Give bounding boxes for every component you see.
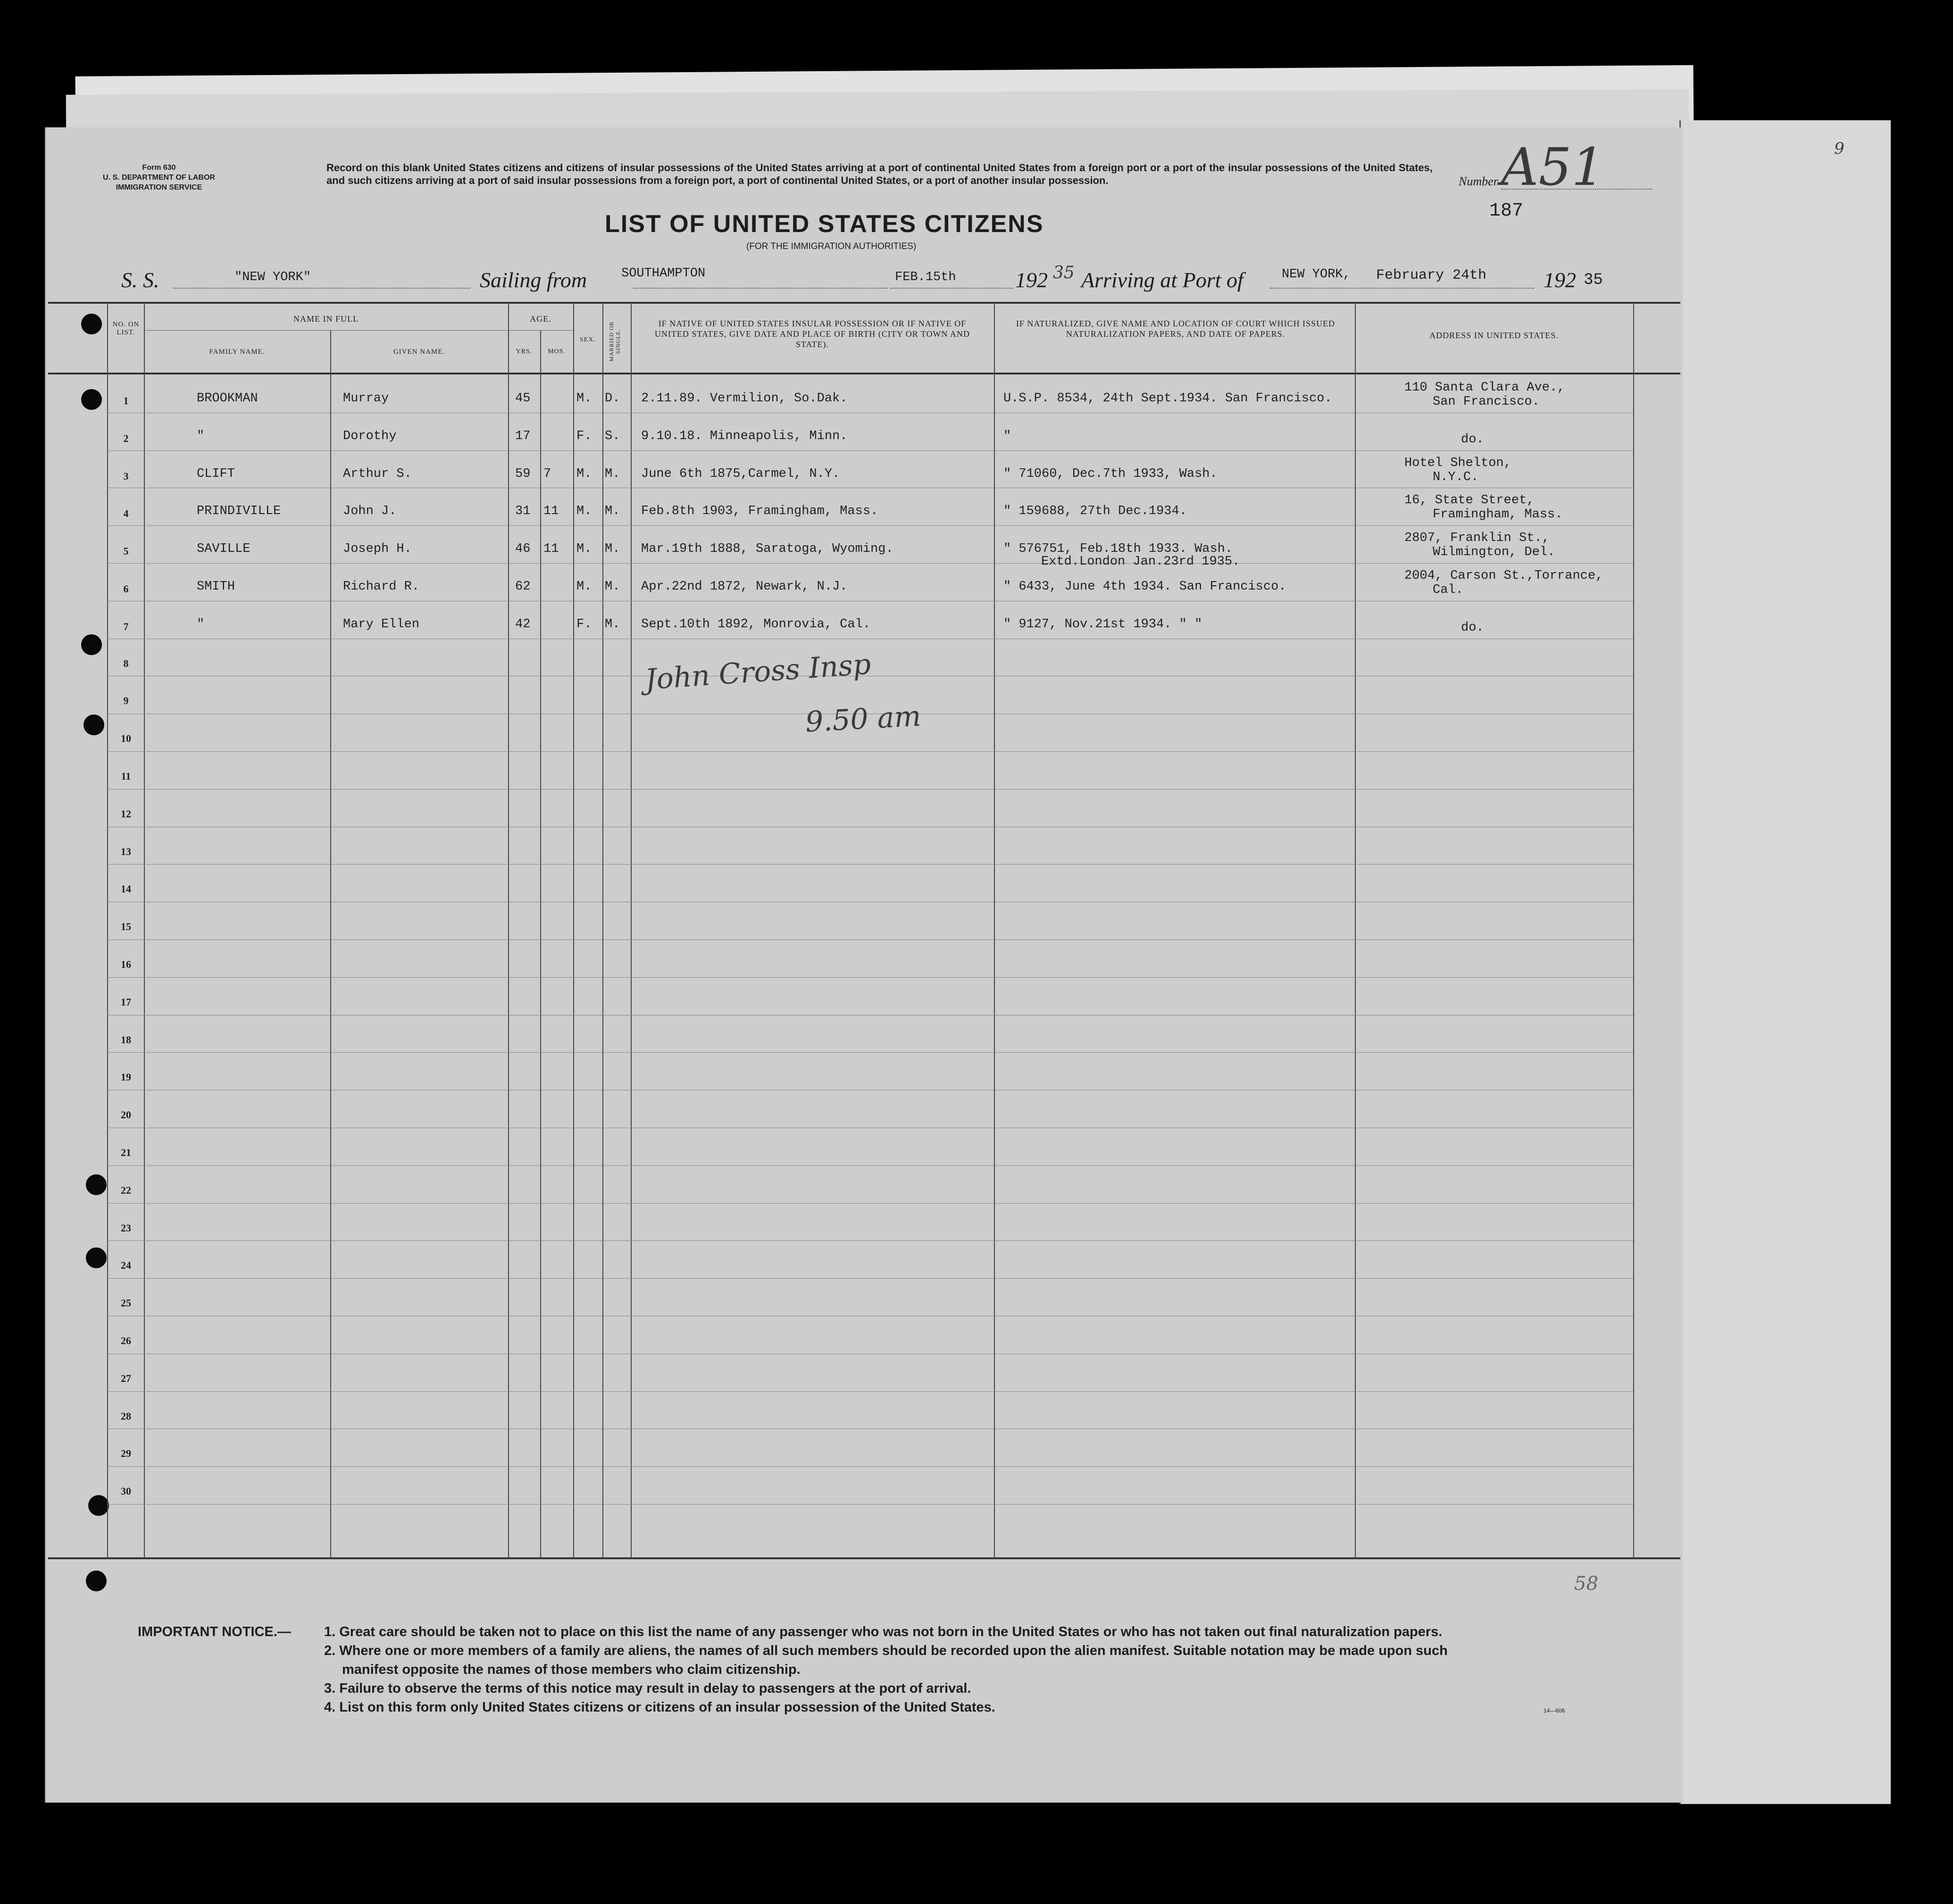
- naturalization: " 6433, June 4th 1934. San Francisco.: [1003, 580, 1286, 594]
- given-name: Richard R.: [343, 580, 420, 594]
- row-number: 24: [121, 1259, 131, 1272]
- sail-date: FEB.15th: [895, 270, 956, 284]
- row-number: 29: [121, 1447, 131, 1460]
- punch-hole: [88, 1495, 109, 1516]
- row-number: 30: [121, 1485, 131, 1497]
- family-name: SAVILLE: [197, 542, 250, 557]
- address-line-2: San Francisco.: [1433, 395, 1540, 409]
- header-naturalized: IF NATURALIZED, GIVE NAME AND LOCATION OF COURT WHICH ISSUED NATURALIZATION PAPERS, AND DATE OF PAPERS.: [1016, 319, 1335, 339]
- row-divider: [107, 1052, 1633, 1053]
- row-number: 15: [121, 921, 131, 933]
- address-line-2: N.Y.C.: [1433, 470, 1479, 484]
- header-sex: SEX.: [580, 336, 596, 343]
- address-line-1: 2807, Franklin St.,: [1404, 531, 1550, 546]
- corner-mark: 9: [1834, 139, 1844, 158]
- header-age: AGE.: [530, 314, 551, 324]
- notice-heading: IMPORTANT NOTICE.—: [138, 1624, 291, 1639]
- family-name: CLIFT: [197, 466, 235, 481]
- row-divider: [107, 1504, 1633, 1505]
- birth-place: Mar.19th 1888, Saratoga, Wyoming.: [641, 542, 893, 557]
- number-value: A51: [1501, 137, 1605, 197]
- row-number: 18: [121, 1033, 131, 1046]
- header-given-name: GIVEN NAME.: [393, 348, 445, 356]
- given-name: John J.: [343, 504, 397, 519]
- given-name: Joseph H.: [343, 542, 412, 557]
- header-address: ADDRESS IN UNITED STATES.: [1429, 331, 1559, 340]
- row-number: 9: [123, 695, 129, 707]
- row-divider: [107, 751, 1633, 752]
- sailing-label: Sailing from: [480, 268, 587, 292]
- arrival-year: 35: [1584, 271, 1603, 289]
- marital-status: M.: [605, 617, 620, 632]
- col-line: [1633, 302, 1634, 1559]
- age-months: 11: [543, 542, 559, 557]
- naturalization: " 159688, 27th Dec.1934.: [1003, 504, 1187, 519]
- punch-hole: [86, 1571, 107, 1591]
- manifest-sheet: [45, 127, 1683, 1803]
- sex: F.: [576, 429, 592, 443]
- table-top-border: [48, 302, 1680, 304]
- name-subheader-line: [144, 330, 508, 331]
- inspector-time: 9.50 am: [804, 699, 922, 739]
- marital-status: D.: [605, 391, 620, 406]
- naturalization: " 576751, Feb.18th 1933. Wash.: [1003, 542, 1233, 557]
- age-years: 46: [515, 542, 531, 557]
- birth-place: Sept.10th 1892, Monrovia, Cal.: [641, 617, 871, 632]
- arriving-label: Arriving at Port of: [1081, 268, 1244, 292]
- ship-name: "NEW YORK": [234, 270, 311, 284]
- punch-hole: [86, 1247, 107, 1268]
- marital-status: M.: [605, 504, 620, 519]
- address-line-2: do.: [1461, 620, 1484, 635]
- address-line-1: 2004, Carson St.,Torrance,: [1404, 569, 1603, 583]
- birth-place: 2.11.89. Vermilion, So.Dak.: [641, 391, 848, 406]
- family-name: SMITH: [197, 580, 235, 594]
- age-subheader-line: [508, 330, 573, 331]
- address-line-2: do.: [1461, 432, 1484, 447]
- form-number: Form 630: [142, 164, 176, 172]
- print-code: 14—606: [1544, 1707, 1565, 1714]
- col-line: [144, 302, 145, 1559]
- given-name: Arthur S.: [343, 466, 412, 481]
- row-number: 20: [121, 1109, 131, 1121]
- row-number: 10: [121, 732, 131, 745]
- row-number: 26: [121, 1335, 131, 1347]
- naturalization: ": [1003, 429, 1011, 443]
- address-line-2: Wilmington, Del.: [1433, 545, 1555, 560]
- col-line: [994, 302, 995, 1559]
- address-line-1: Hotel Shelton,: [1404, 456, 1511, 470]
- address-line-2: Framingham, Mass.: [1433, 507, 1563, 522]
- birth-place: 9.10.18. Minneapolis, Minn.: [641, 429, 848, 443]
- header-mos: MOS.: [548, 348, 566, 355]
- notice-item-2: 2. Where one or more members of a family are aliens, the names of all such members should be recorded upon the alien manifest. Suitable notation may be made upon such: [324, 1643, 1448, 1658]
- sex: F.: [576, 617, 592, 632]
- sex: M.: [576, 542, 592, 557]
- punch-hole: [81, 634, 102, 655]
- header-bottom-border: [48, 373, 1680, 374]
- row-number: 6: [123, 583, 129, 595]
- header-native: IF NATIVE OF UNITED STATES INSULAR POSSESSION OR IF NATIVE OF UNITED STATES, GIVE DATE AND PLACE OF BIRTH (CITY OR TOWN AND STATE).: [654, 319, 970, 349]
- row-divider: [107, 1240, 1633, 1241]
- row-divider: [107, 1391, 1633, 1392]
- punch-hole: [81, 314, 102, 334]
- marital-status: M.: [605, 466, 620, 481]
- punch-hole: [86, 1174, 107, 1195]
- page-title: LIST OF UNITED STATES CITIZENS: [605, 210, 1044, 238]
- naturalization: " 71060, Dec.7th 1933, Wash.: [1003, 466, 1218, 481]
- ship-line: [173, 288, 470, 289]
- birth-place: June 6th 1875,Carmel, N.Y.: [641, 466, 840, 481]
- underlying-sheet: [1679, 120, 1891, 1804]
- given-name: Murray: [343, 391, 389, 406]
- age-years: 17: [515, 429, 531, 443]
- row-divider: [107, 977, 1633, 978]
- punch-hole: [83, 715, 104, 735]
- age-months: 7: [543, 466, 551, 481]
- age-months: 11: [543, 504, 559, 519]
- header-yrs: YRS.: [516, 348, 533, 355]
- row-divider: [107, 1203, 1633, 1204]
- row-number: 7: [123, 620, 129, 632]
- given-name: Mary Ellen: [343, 617, 420, 632]
- row-number: 8: [123, 657, 129, 669]
- form-id: [98, 163, 220, 192]
- page-mark: 58: [1574, 1573, 1598, 1595]
- form-instructions: Record on this blank United States citizens and citizens of insular possessions of the United States arriving at a port of continental United States from a foreign port or a port of the insular possessions of the United States, and such citizens arriving at a port of said insular possessions from a foreign port, a port of continental United States, or a port of another insular possession.: [326, 162, 1433, 186]
- row-divider: [107, 1466, 1633, 1467]
- col-line: [573, 302, 574, 1559]
- col-line: [107, 302, 108, 1559]
- row-number: 23: [121, 1222, 131, 1234]
- header-married: MARRIED OR SINGLE.: [608, 321, 621, 362]
- address-line-2: Cal.: [1433, 583, 1463, 597]
- row-divider: [107, 525, 1633, 526]
- row-number: 27: [121, 1372, 131, 1384]
- naturalization: " 9127, Nov.21st 1934. " ": [1003, 617, 1202, 632]
- page-subtitle: (FOR THE IMMIGRATION AUTHORITIES): [746, 241, 917, 251]
- row-number: 17: [121, 996, 131, 1008]
- col-line: [602, 302, 603, 1559]
- family-name: BROOKMAN: [197, 391, 258, 406]
- sail-year: 35: [1053, 263, 1075, 283]
- family-name: PRINDIVILLE: [197, 504, 281, 519]
- punch-hole: [81, 389, 102, 410]
- col-line: [508, 302, 509, 1559]
- marital-status: M.: [605, 542, 620, 557]
- notice-item-3: 3. Failure to observe the terms of this notice may result in delay to passengers at the port of arrival.: [324, 1681, 971, 1696]
- row-number: 21: [121, 1147, 131, 1158]
- naturalization: U.S.P. 8534, 24th Sept.1934. San Francisco.: [1003, 391, 1332, 406]
- row-number: 16: [121, 958, 131, 970]
- number-line: [1501, 189, 1652, 190]
- arrival-year-prefix: 192: [1544, 268, 1576, 292]
- sex: M.: [576, 391, 592, 406]
- row-number: 1: [123, 395, 129, 407]
- number-label: Number: [1459, 175, 1498, 188]
- header-no-on-list: NO. ON LIST.: [112, 321, 140, 336]
- sail-year-prefix: 192: [1015, 268, 1048, 292]
- col-line: [540, 330, 541, 1559]
- service: IMMIGRATION SERVICE: [116, 183, 202, 191]
- sail-date-line: [890, 288, 1013, 289]
- address-line-1: 16, State Street,: [1404, 493, 1535, 508]
- col-line: [631, 302, 632, 1559]
- age-years: 59: [515, 466, 531, 481]
- given-name: Dorothy: [343, 429, 397, 443]
- row-number: 11: [121, 770, 131, 782]
- notice-item-2-cont: manifest opposite the names of those members who claim citizenship.: [342, 1662, 801, 1677]
- row-number: 4: [123, 507, 129, 520]
- department: U. S. DEPARTMENT OF LABOR: [103, 174, 215, 182]
- row-divider: [107, 789, 1633, 790]
- address-line-1: 110 Santa Clara Ave.,: [1404, 381, 1565, 395]
- arrival-date: February 24th: [1376, 267, 1487, 283]
- sex: M.: [576, 466, 592, 481]
- row-number: 22: [121, 1184, 131, 1196]
- row-number: 12: [121, 807, 131, 820]
- arrival-line: [1270, 288, 1534, 289]
- row-number: 13: [121, 845, 131, 857]
- col-line: [1355, 302, 1356, 1559]
- col-line: [330, 330, 331, 1559]
- marital-status: S.: [605, 429, 620, 443]
- row-number: 25: [121, 1297, 131, 1309]
- row-number: 3: [123, 470, 129, 482]
- notice-item-4: 4. List on this form only United States citizens or citizens of an insular possession of the United States.: [324, 1700, 995, 1715]
- inspector-signature: John Cross Insp: [644, 648, 872, 697]
- row-number: 28: [121, 1410, 131, 1422]
- family-name: ": [197, 617, 205, 632]
- from-port: SOUTHAMPTON: [621, 266, 706, 281]
- marital-status: M.: [605, 580, 620, 594]
- row-number: 14: [121, 883, 131, 895]
- ss-label: S. S.: [121, 268, 159, 292]
- sex: M.: [576, 580, 592, 594]
- sheet-number: 187: [1489, 200, 1524, 222]
- row-divider: [107, 563, 1633, 564]
- age-years: 45: [515, 391, 531, 406]
- family-name: ": [197, 429, 205, 443]
- row-divider: [107, 864, 1633, 865]
- row-divider: [107, 1165, 1633, 1166]
- row-divider: [107, 1278, 1633, 1279]
- table-bottom-border: [48, 1557, 1680, 1559]
- header-name-in-full: NAME IN FULL: [293, 314, 359, 324]
- sex: M.: [576, 504, 592, 519]
- naturalization-extension: Extd.London Jan.23rd 1935.: [1041, 555, 1240, 569]
- age-years: 31: [515, 504, 531, 519]
- birth-place: Feb.8th 1903, Framingham, Mass.: [641, 504, 878, 519]
- notice-body: [324, 1622, 1692, 1717]
- row-number: 5: [123, 545, 129, 557]
- from-port-line: [633, 288, 888, 289]
- notice-item-1: 1. Great care should be taken not to place on this list the name of any passenger who was not born in the United States or who has not taken out final naturalization papers.: [324, 1624, 1443, 1639]
- birth-place: Apr.22nd 1872, Newark, N.J.: [641, 580, 848, 594]
- age-years: 42: [515, 617, 531, 632]
- row-number: 19: [121, 1071, 131, 1083]
- age-years: 62: [515, 580, 531, 594]
- header-family-name: FAMILY NAME.: [209, 348, 265, 356]
- row-divider: [107, 450, 1633, 451]
- arrival-port: NEW YORK,: [1282, 267, 1351, 282]
- row-number: 2: [123, 432, 129, 444]
